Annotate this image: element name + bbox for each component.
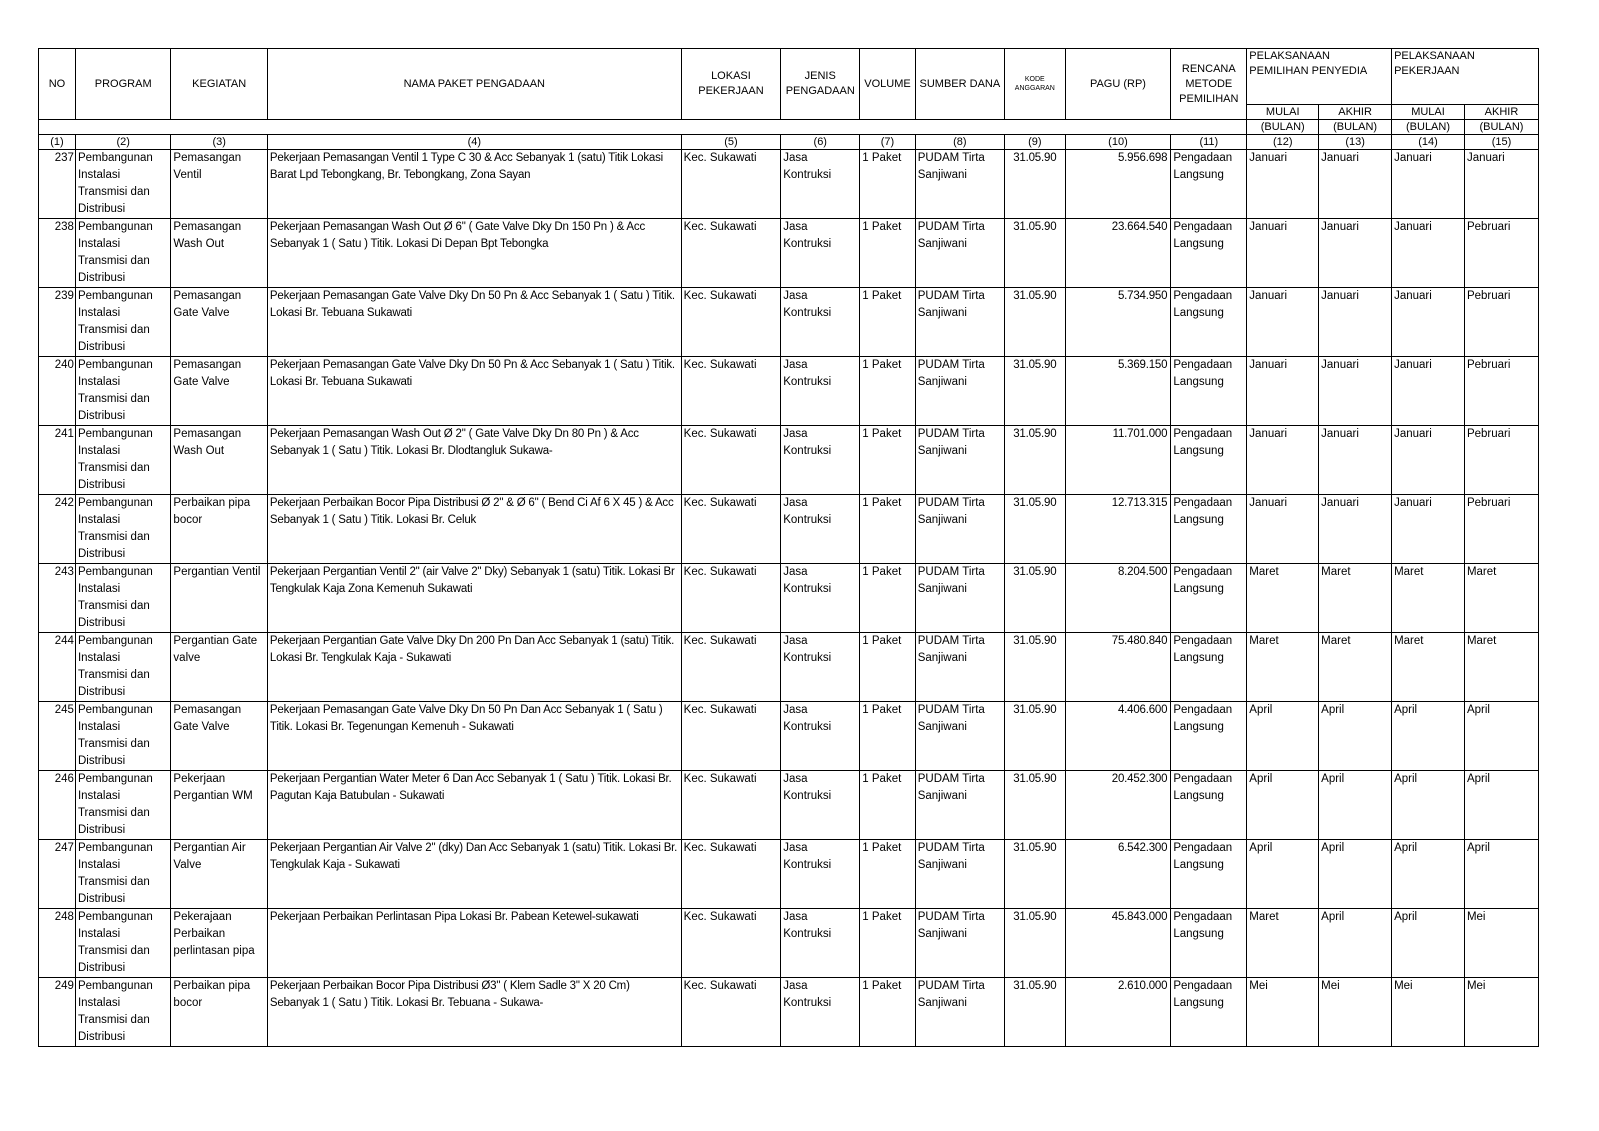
table-row — [39, 564, 1539, 633]
cell-volume: 1 Paket — [860, 840, 915, 909]
cell-pekerjaan-mulai: April — [1392, 702, 1465, 771]
cell-lokasi: Kec. Sukawati — [681, 771, 781, 840]
cell-volume: 1 Paket — [860, 357, 915, 426]
procurement-table — [38, 48, 1539, 1047]
cell-program: Pembangunan Instalasi Transmisi dan Distribusi — [75, 978, 170, 1047]
cell-pekerjaan-akhir: Mei — [1464, 978, 1538, 1047]
column-number: (9) — [1005, 135, 1066, 150]
cell-kode-anggaran: 31.05.90 — [1005, 564, 1066, 633]
cell-volume: 1 Paket — [860, 633, 915, 702]
cell-pemilihan-mulai: Maret — [1247, 633, 1319, 702]
cell-no: 241 — [39, 426, 76, 495]
cell-no: 245 — [39, 702, 76, 771]
cell-pekerjaan-mulai: Januari — [1392, 426, 1465, 495]
cell-program: Pembangunan Instalasi Transmisi dan Distribusi — [75, 633, 170, 702]
cell-kegiatan: Pergantian Ventil — [171, 564, 268, 633]
cell-pemilihan-mulai: Januari — [1247, 150, 1319, 219]
cell-sumber-dana: PUDAM Tirta Sanjiwani — [915, 978, 1004, 1047]
cell-sumber-dana: PUDAM Tirta Sanjiwani — [915, 219, 1004, 288]
cell-lokasi: Kec. Sukawati — [681, 426, 781, 495]
cell-pekerjaan-akhir: Januari — [1464, 150, 1538, 219]
cell-jenis: Jasa Kontruksi — [781, 771, 860, 840]
cell-kode-anggaran: 31.05.90 — [1005, 150, 1066, 219]
table-row — [39, 702, 1539, 771]
cell-metode: Pengadaan Langsung — [1171, 150, 1247, 219]
cell-pemilihan-akhir: Januari — [1319, 357, 1392, 426]
cell-volume: 1 Paket — [860, 219, 915, 288]
column-number: (7) — [860, 135, 915, 150]
header-nama-paket: NAMA PAKET PENGADAAN — [267, 49, 681, 120]
cell-pekerjaan-mulai: Januari — [1392, 150, 1465, 219]
cell-sumber-dana: PUDAM Tirta Sanjiwani — [915, 564, 1004, 633]
cell-pekerjaan-akhir: April — [1464, 840, 1538, 909]
cell-program: Pembangunan Instalasi Transmisi dan Distribusi — [75, 771, 170, 840]
cell-pagu: 45.843.000 — [1065, 909, 1171, 978]
cell-metode: Pengadaan Langsung — [1171, 978, 1247, 1047]
cell-metode: Pengadaan Langsung — [1171, 702, 1247, 771]
cell-pemilihan-akhir: Maret — [1319, 564, 1392, 633]
cell-jenis: Jasa Kontruksi — [781, 357, 860, 426]
column-number: (5) — [681, 135, 781, 150]
cell-volume: 1 Paket — [860, 426, 915, 495]
cell-nama-paket: Pekerjaan Pemasangan Wash Out Ø 6" ( Gate Valve Dky Dn 150 Pn ) & Acc Sebanyak 1 ( Satu ) Titik. Lokasi Di Depan Bpt Tebongka — [267, 219, 681, 288]
header-volume: VOLUME — [860, 49, 915, 120]
cell-kode-anggaran: 31.05.90 — [1005, 702, 1066, 771]
table-row — [39, 288, 1539, 357]
cell-pekerjaan-akhir: Pebruari — [1464, 219, 1538, 288]
cell-sumber-dana: PUDAM Tirta Sanjiwani — [915, 909, 1004, 978]
cell-kegiatan: Pemasangan Gate Valve — [171, 288, 268, 357]
column-number: (3) — [171, 135, 268, 150]
cell-pemilihan-mulai: Januari — [1247, 495, 1319, 564]
cell-pemilihan-akhir: Januari — [1319, 426, 1392, 495]
cell-jenis: Jasa Kontruksi — [781, 426, 860, 495]
cell-jenis: Jasa Kontruksi — [781, 564, 860, 633]
cell-kegiatan: Pekerajaan Perbaikan perlintasan pipa — [171, 909, 268, 978]
table-row — [39, 357, 1539, 426]
cell-lokasi: Kec. Sukawati — [681, 702, 781, 771]
cell-sumber-dana: PUDAM Tirta Sanjiwani — [915, 150, 1004, 219]
cell-nama-paket: Pekerjaan Pemasangan Ventil 1 Type C 30 & Acc Sebanyak 1 (satu) Titik Lokasi Barat Lpd Tebongkang, Br. Tebongkang, Zona Sayan — [267, 150, 681, 219]
cell-no: 240 — [39, 357, 76, 426]
cell-pagu: 2.610.000 — [1065, 978, 1171, 1047]
header-pekerjaan-mulai: MULAI — [1392, 105, 1465, 120]
cell-kode-anggaran: 31.05.90 — [1005, 771, 1066, 840]
cell-pagu: 8.204.500 — [1065, 564, 1171, 633]
cell-program: Pembangunan Instalasi Transmisi dan Distribusi — [75, 840, 170, 909]
cell-pemilihan-akhir: April — [1319, 840, 1392, 909]
cell-pemilihan-mulai: April — [1247, 840, 1319, 909]
cell-metode: Pengadaan Langsung — [1171, 219, 1247, 288]
cell-pekerjaan-mulai: Mei — [1392, 978, 1465, 1047]
cell-program: Pembangunan Instalasi Transmisi dan Distribusi — [75, 288, 170, 357]
header-kegiatan: KEGIATAN — [171, 49, 268, 120]
header-pelaksanaan-pemilihan: PELAKSANAAN PEMILIHAN PENYEDIA — [1247, 49, 1392, 105]
cell-metode: Pengadaan Langsung — [1171, 771, 1247, 840]
cell-pemilihan-mulai: Maret — [1247, 564, 1319, 633]
table-row — [39, 426, 1539, 495]
cell-jenis: Jasa Kontruksi — [781, 288, 860, 357]
cell-nama-paket: Pekerjaan Pemasangan Gate Valve Dky Dn 50 Pn & Acc Sebanyak 1 ( Satu ) Titik. Lokasi Br. Tebuana Sukawati — [267, 288, 681, 357]
cell-nama-paket: Pekerjaan Pergantian Ventil 2" (air Valve 2" Dky) Sebanyak 1 (satu) Titik. Lokasi Br Tengkulak Kaja Zona Kemenuh Sukawati — [267, 564, 681, 633]
header-pagu: PAGU (RP) — [1065, 49, 1171, 120]
cell-program: Pembangunan Instalasi Transmisi dan Distribusi — [75, 564, 170, 633]
cell-pekerjaan-mulai: Januari — [1392, 495, 1465, 564]
cell-pekerjaan-akhir: April — [1464, 702, 1538, 771]
cell-kode-anggaran: 31.05.90 — [1005, 495, 1066, 564]
cell-sumber-dana: PUDAM Tirta Sanjiwani — [915, 288, 1004, 357]
cell-pekerjaan-akhir: Pebruari — [1464, 495, 1538, 564]
cell-pagu: 12.713.315 — [1065, 495, 1171, 564]
column-number: (1) — [39, 135, 76, 150]
cell-no: 243 — [39, 564, 76, 633]
header-no: NO — [39, 49, 76, 120]
cell-sumber-dana: PUDAM Tirta Sanjiwani — [915, 840, 1004, 909]
header-bulan: (BULAN) — [1464, 120, 1538, 135]
cell-no: 237 — [39, 150, 76, 219]
cell-program: Pembangunan Instalasi Transmisi dan Distribusi — [75, 150, 170, 219]
cell-metode: Pengadaan Langsung — [1171, 840, 1247, 909]
cell-no: 249 — [39, 978, 76, 1047]
header-sumber-dana: SUMBER DANA — [915, 49, 1004, 120]
table-row — [39, 840, 1539, 909]
table-row — [39, 771, 1539, 840]
cell-kode-anggaran: 31.05.90 — [1005, 426, 1066, 495]
header-bulan: (BULAN) — [1392, 120, 1465, 135]
cell-kegiatan: Perbaikan pipa bocor — [171, 495, 268, 564]
cell-kegiatan: Pergantian Air Valve — [171, 840, 268, 909]
cell-kode-anggaran: 31.05.90 — [1005, 219, 1066, 288]
cell-no: 247 — [39, 840, 76, 909]
cell-pemilihan-mulai: Maret — [1247, 909, 1319, 978]
cell-pagu: 5.734.950 — [1065, 288, 1171, 357]
header-bulan: (BULAN) — [1247, 120, 1319, 135]
cell-sumber-dana: PUDAM Tirta Sanjiwani — [915, 702, 1004, 771]
header-rencana-metode: RENCANA METODE PEMILIHAN — [1171, 49, 1247, 120]
column-number: (10) — [1065, 135, 1171, 150]
cell-pagu: 20.452.300 — [1065, 771, 1171, 840]
cell-volume: 1 Paket — [860, 288, 915, 357]
cell-pagu: 4.406.600 — [1065, 702, 1171, 771]
cell-volume: 1 Paket — [860, 978, 915, 1047]
cell-program: Pembangunan Instalasi Transmisi dan Distribusi — [75, 357, 170, 426]
cell-pemilihan-akhir: Januari — [1319, 150, 1392, 219]
cell-pekerjaan-mulai: April — [1392, 771, 1465, 840]
cell-metode: Pengadaan Langsung — [1171, 357, 1247, 426]
cell-lokasi: Kec. Sukawati — [681, 495, 781, 564]
table-row — [39, 495, 1539, 564]
column-number: (15) — [1464, 135, 1538, 150]
cell-metode: Pengadaan Langsung — [1171, 909, 1247, 978]
cell-kegiatan: Pemasangan Wash Out — [171, 219, 268, 288]
cell-program: Pembangunan Instalasi Transmisi dan Distribusi — [75, 426, 170, 495]
cell-pekerjaan-mulai: Maret — [1392, 564, 1465, 633]
cell-pagu: 5.956.698 — [1065, 150, 1171, 219]
cell-pemilihan-mulai: April — [1247, 771, 1319, 840]
cell-sumber-dana: PUDAM Tirta Sanjiwani — [915, 633, 1004, 702]
cell-pekerjaan-akhir: Maret — [1464, 633, 1538, 702]
cell-kode-anggaran: 31.05.90 — [1005, 909, 1066, 978]
cell-jenis: Jasa Kontruksi — [781, 495, 860, 564]
header-bulan: (BULAN) — [1319, 120, 1392, 135]
cell-program: Pembangunan Instalasi Transmisi dan Distribusi — [75, 702, 170, 771]
cell-kode-anggaran: 31.05.90 — [1005, 840, 1066, 909]
cell-pekerjaan-akhir: Pebruari — [1464, 288, 1538, 357]
cell-kegiatan: Pemasangan Gate Valve — [171, 702, 268, 771]
cell-volume: 1 Paket — [860, 909, 915, 978]
cell-pekerjaan-akhir: Pebruari — [1464, 426, 1538, 495]
cell-metode: Pengadaan Langsung — [1171, 495, 1247, 564]
cell-pemilihan-akhir: Januari — [1319, 495, 1392, 564]
cell-kegiatan: Pergantian Gate valve — [171, 633, 268, 702]
cell-nama-paket: Pekerjaan Perbaikan Bocor Pipa Distribusi Ø3" ( Klem Sadle 3" X 20 Cm) Sebanyak 1 ( Satu ) Titik. Lokasi Br. Tebuana - Sukawa- — [267, 978, 681, 1047]
column-number: (2) — [75, 135, 170, 150]
cell-program: Pembangunan Instalasi Transmisi dan Distribusi — [75, 495, 170, 564]
cell-nama-paket: Pekerjaan Pergantian Water Meter 6 Dan Acc Sebanyak 1 ( Satu ) Titik. Lokasi Br. Pagutan Kaja Batubulan - Sukawati — [267, 771, 681, 840]
cell-lokasi: Kec. Sukawati — [681, 564, 781, 633]
cell-metode: Pengadaan Langsung — [1171, 288, 1247, 357]
cell-pagu: 23.664.540 — [1065, 219, 1171, 288]
cell-jenis: Jasa Kontruksi — [781, 840, 860, 909]
cell-no: 248 — [39, 909, 76, 978]
cell-pemilihan-mulai: Januari — [1247, 357, 1319, 426]
cell-pekerjaan-mulai: Januari — [1392, 357, 1465, 426]
cell-pekerjaan-akhir: Pebruari — [1464, 357, 1538, 426]
cell-no: 242 — [39, 495, 76, 564]
header-lokasi: LOKASI PEKERJAAN — [681, 49, 781, 120]
cell-nama-paket: Pekerjaan Pergantian Gate Valve Dky Dn 200 Pn Dan Acc Sebanyak 1 (satu) Titik. Lokasi Br. Tengkulak Kaja - Sukawati — [267, 633, 681, 702]
header-kode-anggaran: KODE ANGGARAN — [1005, 49, 1066, 120]
cell-pekerjaan-akhir: Maret — [1464, 564, 1538, 633]
cell-lokasi: Kec. Sukawati — [681, 633, 781, 702]
cell-lokasi: Kec. Sukawati — [681, 840, 781, 909]
cell-jenis: Jasa Kontruksi — [781, 219, 860, 288]
cell-nama-paket: Pekerjaan Pergantian Air Valve 2" (dky) Dan Acc Sebanyak 1 (satu) Titik. Lokasi Br. Tengkulak Kaja - Sukawati — [267, 840, 681, 909]
cell-pemilihan-akhir: Maret — [1319, 633, 1392, 702]
cell-kode-anggaran: 31.05.90 — [1005, 633, 1066, 702]
cell-pekerjaan-akhir: Mei — [1464, 909, 1538, 978]
cell-pemilihan-akhir: April — [1319, 771, 1392, 840]
cell-sumber-dana: PUDAM Tirta Sanjiwani — [915, 495, 1004, 564]
cell-no: 239 — [39, 288, 76, 357]
cell-sumber-dana: PUDAM Tirta Sanjiwani — [915, 426, 1004, 495]
cell-kegiatan: Pemasangan Gate Valve — [171, 357, 268, 426]
cell-volume: 1 Paket — [860, 771, 915, 840]
header-pemilihan-akhir: AKHIR — [1319, 105, 1392, 120]
cell-pagu: 6.542.300 — [1065, 840, 1171, 909]
cell-pemilihan-mulai: Januari — [1247, 288, 1319, 357]
cell-lokasi: Kec. Sukawati — [681, 909, 781, 978]
column-number: (4) — [267, 135, 681, 150]
cell-pekerjaan-akhir: April — [1464, 771, 1538, 840]
cell-volume: 1 Paket — [860, 564, 915, 633]
cell-pagu: 5.369.150 — [1065, 357, 1171, 426]
header-pelaksanaan-pekerjaan: PELAKSANAAN PEKERJAAN — [1392, 49, 1539, 105]
header-jenis: JENIS PENGADAAN — [781, 49, 860, 120]
cell-kegiatan: Perbaikan pipa bocor — [171, 978, 268, 1047]
column-number: (8) — [915, 135, 1004, 150]
cell-lokasi: Kec. Sukawati — [681, 150, 781, 219]
cell-metode: Pengadaan Langsung — [1171, 633, 1247, 702]
cell-no: 238 — [39, 219, 76, 288]
cell-sumber-dana: PUDAM Tirta Sanjiwani — [915, 771, 1004, 840]
cell-nama-paket: Pekerjaan Perbaikan Perlintasan Pipa Lokasi Br. Pabean Ketewel-sukawati — [267, 909, 681, 978]
table-row — [39, 909, 1539, 978]
cell-lokasi: Kec. Sukawati — [681, 978, 781, 1047]
cell-pemilihan-akhir: Mei — [1319, 978, 1392, 1047]
cell-pekerjaan-mulai: Maret — [1392, 633, 1465, 702]
column-number: (6) — [781, 135, 860, 150]
cell-pagu: 11.701.000 — [1065, 426, 1171, 495]
table-row — [39, 633, 1539, 702]
header-pemilihan-mulai: MULAI — [1247, 105, 1319, 120]
cell-volume: 1 Paket — [860, 702, 915, 771]
header-program: PROGRAM — [75, 49, 170, 120]
cell-nama-paket: Pekerjaan Perbaikan Bocor Pipa Distribusi Ø 2" & Ø 6" ( Bend Ci Af 6 X 45 ) & Acc Sebanyak 1 ( Satu ) Titik. Lokasi Br. Celuk — [267, 495, 681, 564]
cell-pagu: 75.480.840 — [1065, 633, 1171, 702]
column-number: (13) — [1319, 135, 1392, 150]
cell-jenis: Jasa Kontruksi — [781, 633, 860, 702]
cell-pemilihan-mulai: Januari — [1247, 426, 1319, 495]
cell-kode-anggaran: 31.05.90 — [1005, 978, 1066, 1047]
cell-pemilihan-mulai: Mei — [1247, 978, 1319, 1047]
cell-sumber-dana: PUDAM Tirta Sanjiwani — [915, 357, 1004, 426]
procurement-table-sheet — [38, 48, 1539, 1047]
cell-pemilihan-mulai: Januari — [1247, 219, 1319, 288]
cell-pemilihan-akhir: April — [1319, 909, 1392, 978]
cell-pekerjaan-mulai: April — [1392, 840, 1465, 909]
cell-pemilihan-mulai: April — [1247, 702, 1319, 771]
cell-kegiatan: Pekerjaan Pergantian WM — [171, 771, 268, 840]
cell-kode-anggaran: 31.05.90 — [1005, 357, 1066, 426]
cell-volume: 1 Paket — [860, 150, 915, 219]
cell-metode: Pengadaan Langsung — [1171, 426, 1247, 495]
cell-pekerjaan-mulai: Januari — [1392, 219, 1465, 288]
cell-nama-paket: Pekerjaan Pemasangan Gate Valve Dky Dn 50 Pn Dan Acc Sebanyak 1 ( Satu ) Titik. Lokasi Br. Tegenungan Kemenuh - Sukawati — [267, 702, 681, 771]
cell-kegiatan: Pemasangan Wash Out — [171, 426, 268, 495]
table-row — [39, 978, 1539, 1047]
column-number: (11) — [1171, 135, 1247, 150]
cell-jenis: Jasa Kontruksi — [781, 909, 860, 978]
cell-pemilihan-akhir: Januari — [1319, 219, 1392, 288]
cell-lokasi: Kec. Sukawati — [681, 219, 781, 288]
column-number: (14) — [1392, 135, 1465, 150]
table-row — [39, 150, 1539, 219]
cell-metode: Pengadaan Langsung — [1171, 564, 1247, 633]
cell-lokasi: Kec. Sukawati — [681, 357, 781, 426]
cell-nama-paket: Pekerjaan Pemasangan Wash Out Ø 2" ( Gate Valve Dky Dn 80 Pn ) & Acc Sebanyak 1 ( Satu ) Titik. Lokasi Br. Dlodtangluk Sukawa- — [267, 426, 681, 495]
cell-pemilihan-akhir: Januari — [1319, 288, 1392, 357]
cell-kode-anggaran: 31.05.90 — [1005, 288, 1066, 357]
cell-kegiatan: Pemasangan Ventil — [171, 150, 268, 219]
cell-volume: 1 Paket — [860, 495, 915, 564]
cell-pekerjaan-mulai: April — [1392, 909, 1465, 978]
cell-jenis: Jasa Kontruksi — [781, 702, 860, 771]
cell-program: Pembangunan Instalasi Transmisi dan Distribusi — [75, 909, 170, 978]
column-number: (12) — [1247, 135, 1319, 150]
header-pekerjaan-akhir: AKHIR — [1464, 105, 1538, 120]
cell-no: 244 — [39, 633, 76, 702]
cell-pekerjaan-mulai: Januari — [1392, 288, 1465, 357]
cell-lokasi: Kec. Sukawati — [681, 288, 781, 357]
cell-pemilihan-akhir: April — [1319, 702, 1392, 771]
cell-program: Pembangunan Instalasi Transmisi dan Distribusi — [75, 219, 170, 288]
cell-no: 246 — [39, 771, 76, 840]
cell-jenis: Jasa Kontruksi — [781, 150, 860, 219]
table-row — [39, 219, 1539, 288]
cell-nama-paket: Pekerjaan Pemasangan Gate Valve Dky Dn 50 Pn & Acc Sebanyak 1 ( Satu ) Titik. Lokasi Br. Tebuana Sukawati — [267, 357, 681, 426]
cell-jenis: Jasa Kontruksi — [781, 978, 860, 1047]
